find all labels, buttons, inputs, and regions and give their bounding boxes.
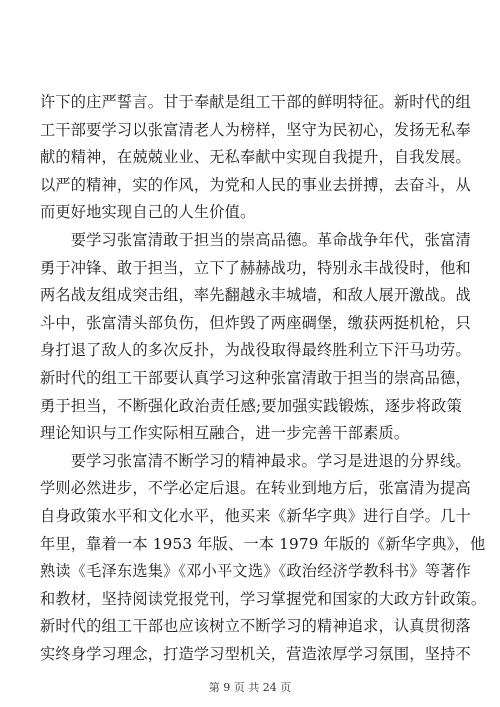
body-text [40,89,487,668]
text-line: 学则必然进步，不学必定后退。在转业到地方后，张富清为提高 [40,479,471,498]
text-line: 熟读《毛泽东选集》《邓小平文选》《政治经济学教科书》等著作 [40,562,472,581]
text-line: 自身政策水平和文化水平，他买来《新华字典》进行自学。几十 [40,506,471,525]
text-line: 年里，靠着一本 1953 年版、一本 1979 年版的《新华字典》，他 [40,534,486,553]
text-line: 工干部要学习以张富清老人为榜样，坚守为民初心，发扬无私奉 [40,120,471,139]
text-line: 献的精神，在兢兢业业、无私奉献中实现自我提升，自我发展。 [40,148,471,167]
page-footer: 第 9 页 共 24 页 [208,681,292,694]
text-line: 新时代的组工干部也应该树立不断学习的精神追求，认真贯彻落 [40,617,471,636]
text-line: 勇于冲锋、敢于担当，立下了赫赫战功，特别永丰战役时，他和 [40,258,471,277]
text-line: 身打退了敌人的多次反扑，为战役取得最终胜利立下汗马功劳。 [40,341,471,360]
text-line: 两名战友组成突击组，率先翻越永丰城墙，和敌人展开激战。战 [40,286,471,305]
text-line: 而更好地实现自己的人生价值。 [40,203,256,222]
text-line: 斗中，张富清头部负伤，但炸毁了两座碉堡，缴获两挺机枪，只 [40,313,471,332]
text-line: 和教材，坚持阅读党报党刊，学习掌握党和国家的大政方针政策。 [40,589,487,608]
text-line: 理论知识与工作实际相互融合，进一步完善干部素质。 [40,424,410,443]
text-line: 要学习张富清不断学习的精神最求。学习是进退的分界线。 [40,451,471,470]
text-line: 要学习张富清敢于担当的崇高品德。革命战争年代，张富清 [40,230,471,249]
text-line: 实终身学习理念，打造学习型机关，营造浓厚学习氛围，坚持不 [40,644,471,663]
text-line: 勇于担当，不断强化政治责任感;要加强实践锻炼，逐步将政策 [40,396,462,415]
text-line: 以严的精神，实的作风，为党和人民的事业去拼搏，去奋斗，从 [40,175,471,194]
text-line: 新时代的组工干部要认真学习这种张富清敢于担当的崇高品德， [40,368,471,387]
text-line: 许下的庄严誓言。甘于奉献是组工干部的鲜明特征。新时代的组 [40,93,471,111]
